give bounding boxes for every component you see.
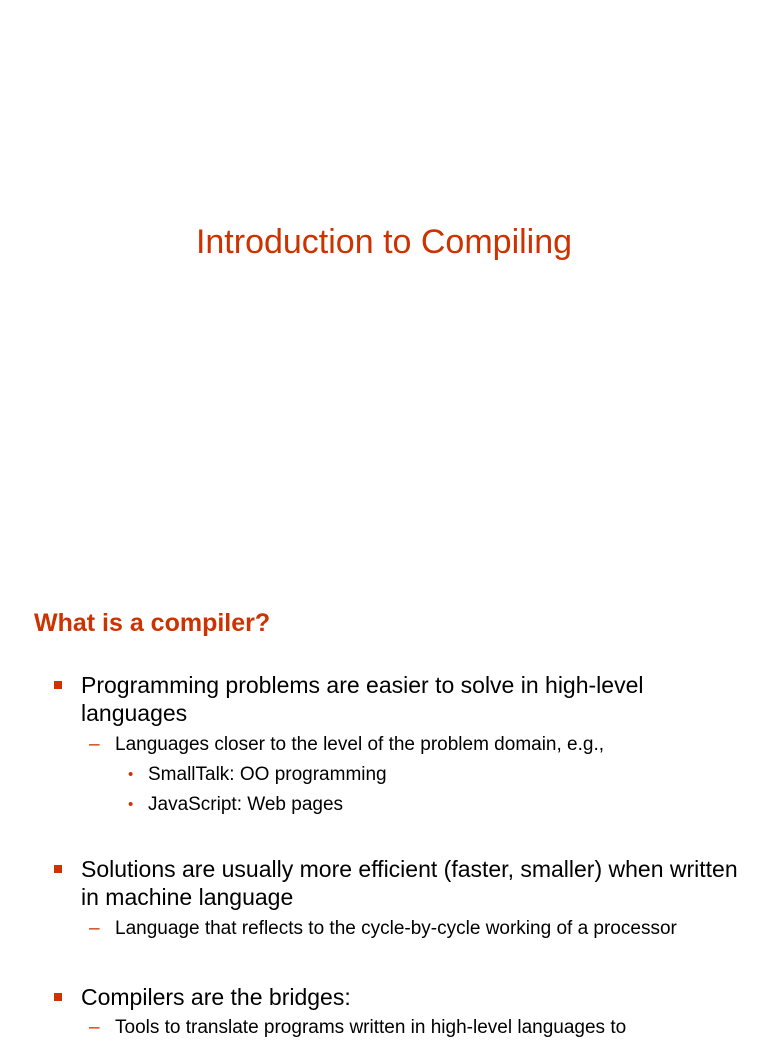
bullet-text: Compilers are the bridges: (81, 984, 351, 1010)
sub-sub-bullet-item (128, 763, 748, 787)
content-slide (0, 576, 768, 1038)
sub-sub-bullet-text: JavaScript: Web pages (148, 794, 344, 815)
sub-sub-bullet-text: SmallTalk: OO programming (148, 764, 387, 785)
square-bullet-icon (54, 993, 62, 1001)
sub-bullet-text: Language that reflects to the cycle-by-cycle working of a processor (115, 918, 677, 939)
sub-bullet-item (89, 733, 765, 757)
sub-sub-bullet-item (128, 793, 748, 817)
bullet-text: Solutions are usually more efficient (faster, smaller) when written in machine language (81, 856, 738, 910)
bullet-item (81, 671, 741, 727)
bullet-text: Programming problems are easier to solve in high-level languages (81, 672, 644, 726)
dash-bullet-icon: – (89, 734, 100, 755)
dot-bullet-icon: • (128, 766, 134, 783)
bullet-item (81, 855, 741, 911)
dash-bullet-icon: – (89, 1017, 100, 1038)
square-bullet-icon (54, 865, 62, 873)
square-bullet-icon (54, 681, 62, 689)
slide-heading: What is a compiler? (34, 609, 271, 637)
slide-title: Introduction to Compiling (195, 223, 573, 261)
dot-bullet-icon: • (128, 796, 134, 813)
bullet-item (81, 983, 741, 1011)
sub-bullet-text: Tools to translate programs written in high-level languages to (115, 1017, 627, 1038)
sub-bullet-item (89, 1016, 765, 1040)
sub-bullet-item (89, 917, 765, 941)
dash-bullet-icon: – (89, 918, 100, 939)
sub-bullet-text: Languages closer to the level of the problem domain, e.g., (115, 734, 605, 755)
